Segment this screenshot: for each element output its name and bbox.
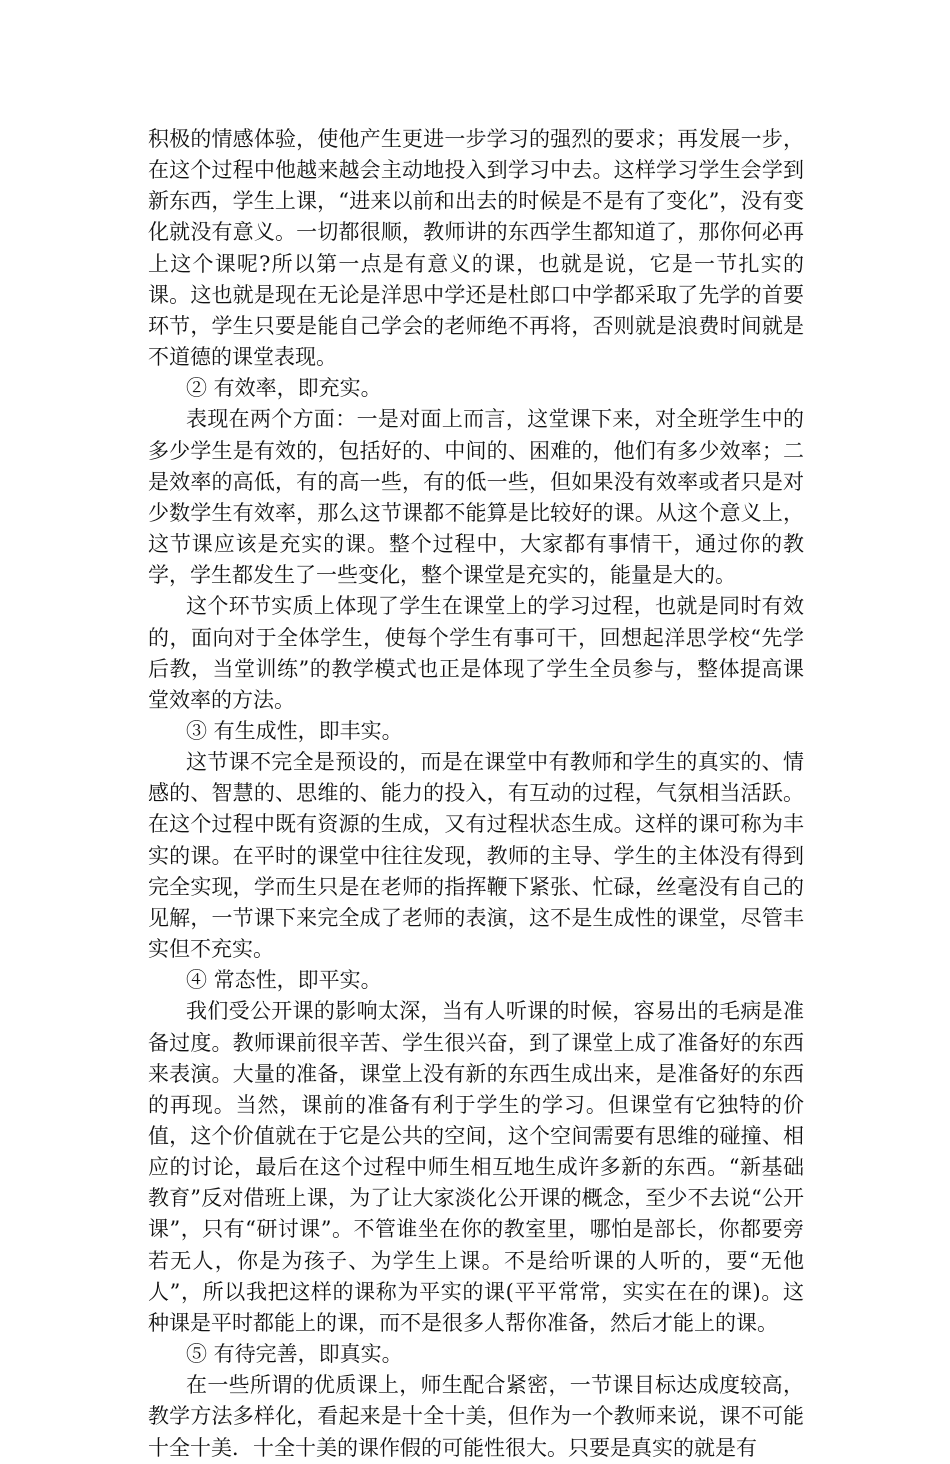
document-page bbox=[148, 124, 804, 1464]
paragraph-generative: 这节课不完全是预设的，而是在课堂中有教师和学生的真实的、情感的、智慧的、思维的、能力的投入，有互动的过程，气氛相当活跃。在这个过程中既有资源的生成，又有过程状态生成。这样的课可称为丰实的课。在平时的课堂中往往发现，教师的主导、学生的主体没有得到完全实现，学而生只是在老师的指挥鞭下紧张、忙碌，丝毫没有自己的见解，一节课下来完全成了老师的表演，这不是生成性的课堂，尽管丰实但不充实。 bbox=[148, 750, 804, 962]
paragraph-meaningful-class-continued: 积极的情感体验，使他产生更进一步学习的强烈的要求；再发展一步，在这个过程中他越来越会主动地投入到学习中去。这样学习学生会学到新东西，学生上课，“进来以前和出去的时候是不是有了变化”，没有变化就没有意义。一切都很顺，教师讲的东西学生都知道了，那你何必再上这个课呢?所以第一点是有意义的课，也就是说，它是一节扎实的课。这也就是现在无论是洋思中学还是杜郎口中学都采取了先学的首要环节，学生只要是能自己学会的老师绝不再将，否则就是浪费时间就是不道德的课堂表现。 bbox=[148, 127, 804, 370]
section-heading-generative: ③ 有生成性，即丰实。 bbox=[186, 718, 403, 743]
paragraph-normality: 我们受公开课的影响太深，当有人听课的时候，容易出的毛病是准备过度。教师课前很辛苦、学生很兴奋，到了课堂上成了准备好的东西来表演。大量的准备，课堂上没有新的东西生成出来，是准备好的东西的再现。当然，课前的准备有利于学生的学习。但课堂有它独特的价值，这个价值就在于它是公共的空间，这个空间需要有思维的碰撞、相应的讨论，最后在这个过程中师生相互地生成许多新的东西。“新基础教育”反对借班上课，为了让大家淡化公开课的概念，至少不去说“公开课”，只有“研讨课”。不管谁坐在你的教室里，哪怕是部长，你都要旁若无人，你是为孩子、为学生上课。不是给听课的人听的，要“无他人”，所以我把这样的课称为平实的课(平平常常，实实在在的课)。这种课是平时都能上的课，而不是很多人帮你准备，然后才能上的课。 bbox=[148, 999, 804, 1335]
section-heading-improvement: ⑤ 有待完善，即真实。 bbox=[186, 1342, 403, 1367]
paragraph-efficiency-process: 这个环节实质上体现了学生在课堂上的学习过程，也就是同时有效的，面向对于全体学生，使每个学生有事可干，回想起洋思学校“先学后教，当堂训练”的教学模式也正是体现了学生全员参与，整体提高课堂效率的方法。 bbox=[148, 594, 804, 712]
section-heading-normality: ④ 常态性，即平实。 bbox=[186, 968, 382, 993]
paragraph-efficiency-aspects: 表现在两个方面：一是对面上而言，这堂课下来，对全班学生中的多少学生是有效的，包括好的、中间的、困难的，他们有多少效率；二是效率的高低，有的高一些，有的低一些，但如果没有效率或者只是对少数学生有效率，那么这节课都不能算是比较好的课。从这个意义上，这节课应该是充实的课。整个过程中，大家都有事情干，通过你的教学，学生都发生了一些变化，整个课堂是充实的，能量是大的。 bbox=[148, 407, 804, 588]
section-heading-efficiency: ② 有效率，即充实。 bbox=[186, 376, 382, 401]
paragraph-improvement: 在一些所谓的优质课上，师生配合紧密，一节课目标达成度较高，教学方法多样化，看起来是十全十美，但作为一个教师来说，课不可能十全十美．十全十美的课作假的可能性很大。只要是真实的就是有 bbox=[148, 1373, 804, 1460]
